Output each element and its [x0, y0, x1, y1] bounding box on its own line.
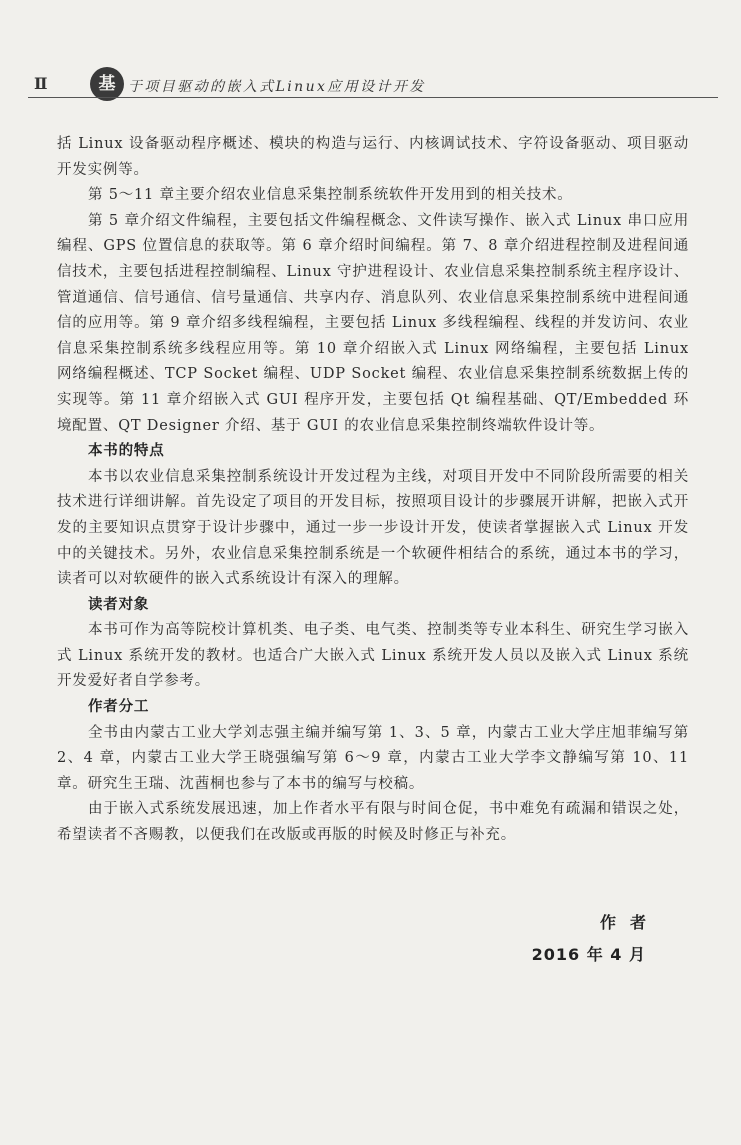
paragraph: 全书由内蒙古工业大学刘志强主编并编写第 1、3、5 章，内蒙古工业大学庄旭菲编写第 2、4 章，内蒙古工业大学王晓强编写第 6～9 章，内蒙古工业大学李文静编写第 10、11 章。研究生王瑞、沈莤桐也参与了本书的编写与校稿。 [57, 724, 689, 792]
paragraph: 第 5 章介绍文件编程，主要包括文件编程概念、文件读写操作、嵌入式 Linux 串口应用编程、GPS 位置信息的获取等。第 6 章介绍时间编程。第 7、8 章介绍进程控制及进程间通信技术，主要包括进程控制编程、Linux 守护进程设计、农业信息采集控制系统主程序设计、管道通信、信号通信、信号量通信、共享内存、消息队列、农业信息采集控制系统中进程间通信的应用等。第 9 章介绍多线程编程，主要包括 Linux 多线程编程、线程的并发访问、农业信息采集控制系统多线程应用等。第 10 章介绍嵌入式 Linux 网络编程，主要包括 Linux 网络编程概述、TCP Socket 编程、UDP Socket 编程、农业信息采集控制系统数据上传的实现等。第 11 章介绍嵌入式 GUI 程序开发，主要包括 Qt 编程基础、QT/Embedded 环境配置、QT Designer 介绍、基于 GUI 的农业信息采集控制终端软件设计等。 [57, 212, 689, 434]
section-heading-authors: 作者分工 [88, 699, 150, 716]
section-heading-features: 本书的特点 [88, 443, 165, 460]
paragraph: 第 5～11 章主要介绍农业信息采集控制系统软件开发用到的相关技术。 [88, 187, 573, 204]
page-number: Ⅱ [34, 74, 48, 93]
body-text [57, 132, 689, 849]
book-title: 于项目驱动的嵌入式Linux应用设计开发 [128, 79, 426, 95]
signature-block [531, 911, 660, 967]
running-header [28, 66, 718, 102]
paragraph: 由于嵌入式系统发展迅速，加上作者水平有限与时间仓促，书中难免有疏漏和错误之处，希望读者不吝赐教，以便我们在改版或再版的时候及时修正与补充。 [57, 801, 689, 844]
paragraph: 本书以农业信息采集控制系统设计开发过程为主线，对项目开发中不同阶段所需要的相关技术进行详细讲解。首先设定了项目的开发目标，按照项目设计的步骤展开讲解，把嵌入式开发的主要知识点贯穿于设计步骤中，通过一步一步设计开发，使读者掌握嵌入式 Linux 开发中的关键技术。另外，农业信息采集控制系统是一个软硬件相结合的系统，通过本书的学习，读者可以对软硬件的嵌入式系统设计有深入的理解。 [57, 468, 689, 588]
paragraph: 括 Linux 设备驱动程序概述、模块的构造与运行、内核调试技术、字符设备驱动、项目驱动开发实例等。 [57, 136, 689, 178]
section-heading-readers: 读者对象 [88, 596, 150, 613]
paragraph: 本书可作为高等院校计算机类、电子类、电气类、控制类等专业本科生、研究生学习嵌入式 Linux 系统开发的教材。也适合广大嵌入式 Linux 系统开发人员以及嵌入式 Linux 系统开发爱好者自学参考。 [57, 622, 689, 690]
header-rule [28, 97, 718, 98]
author-signature: 作者 [599, 913, 660, 932]
signature-date: 2016 年 4 月 [531, 945, 646, 964]
seal-logo: 基 [90, 67, 124, 101]
